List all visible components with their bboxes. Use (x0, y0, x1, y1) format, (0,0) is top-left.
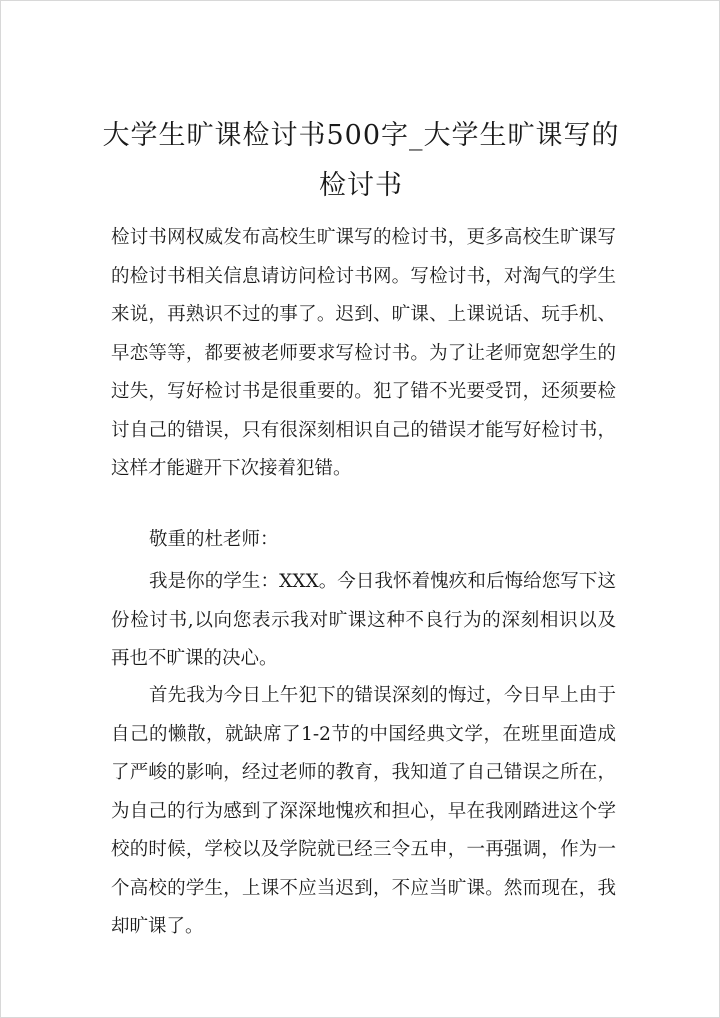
document-title: 大学生旷课检讨书500字_大学生旷课写的检讨书 (102, 120, 620, 201)
letter-paragraph-2: 首先我为今日上午犯下的错误深刻的悔过，今日早上由于自己的懒散，就缺席了1-2节的中国经典文学，在班里面造成了严峻的影响，经过老师的教育，我知道了自己错误之所在，为自己的行为感到了深深地愧疚和担心，早在我刚踏进这个学校的时候，学校以及学院就已经三令五申，一再强调，作为一个高校的学生，上课不应当迟到，不应当旷课。然而现在，我却旷课了。 (111, 685, 616, 937)
greeting-line: 敬重的杜老师： (149, 529, 279, 550)
intro-paragraph: 检讨书网权威发布高校生旷课写的检讨书，更多高校生旷课写的检讨书相关信息请访问检讨书网。写检讨书，对淘气的学生来说，再熟识不过的事了。迟到、旷课、上课说话、玩手机、早恋等等，都要被老师要求写检讨书。为了让老师宽恕学生的过失，写好检讨书是很重要的。犯了错不光要受罚，还须要检讨自己的错误，只有很深刻相识自己的错误才能写好检讨书，这样才能避开下次接着犯错。 (111, 227, 616, 479)
letter-paragraph-1: 我是你的学生：XXX。今日我怀着愧疚和后悔给您写下这份检讨书,以向您表示我对旷课这种不良行为的深刻相识以及再也不旷课的决心。 (111, 571, 616, 669)
